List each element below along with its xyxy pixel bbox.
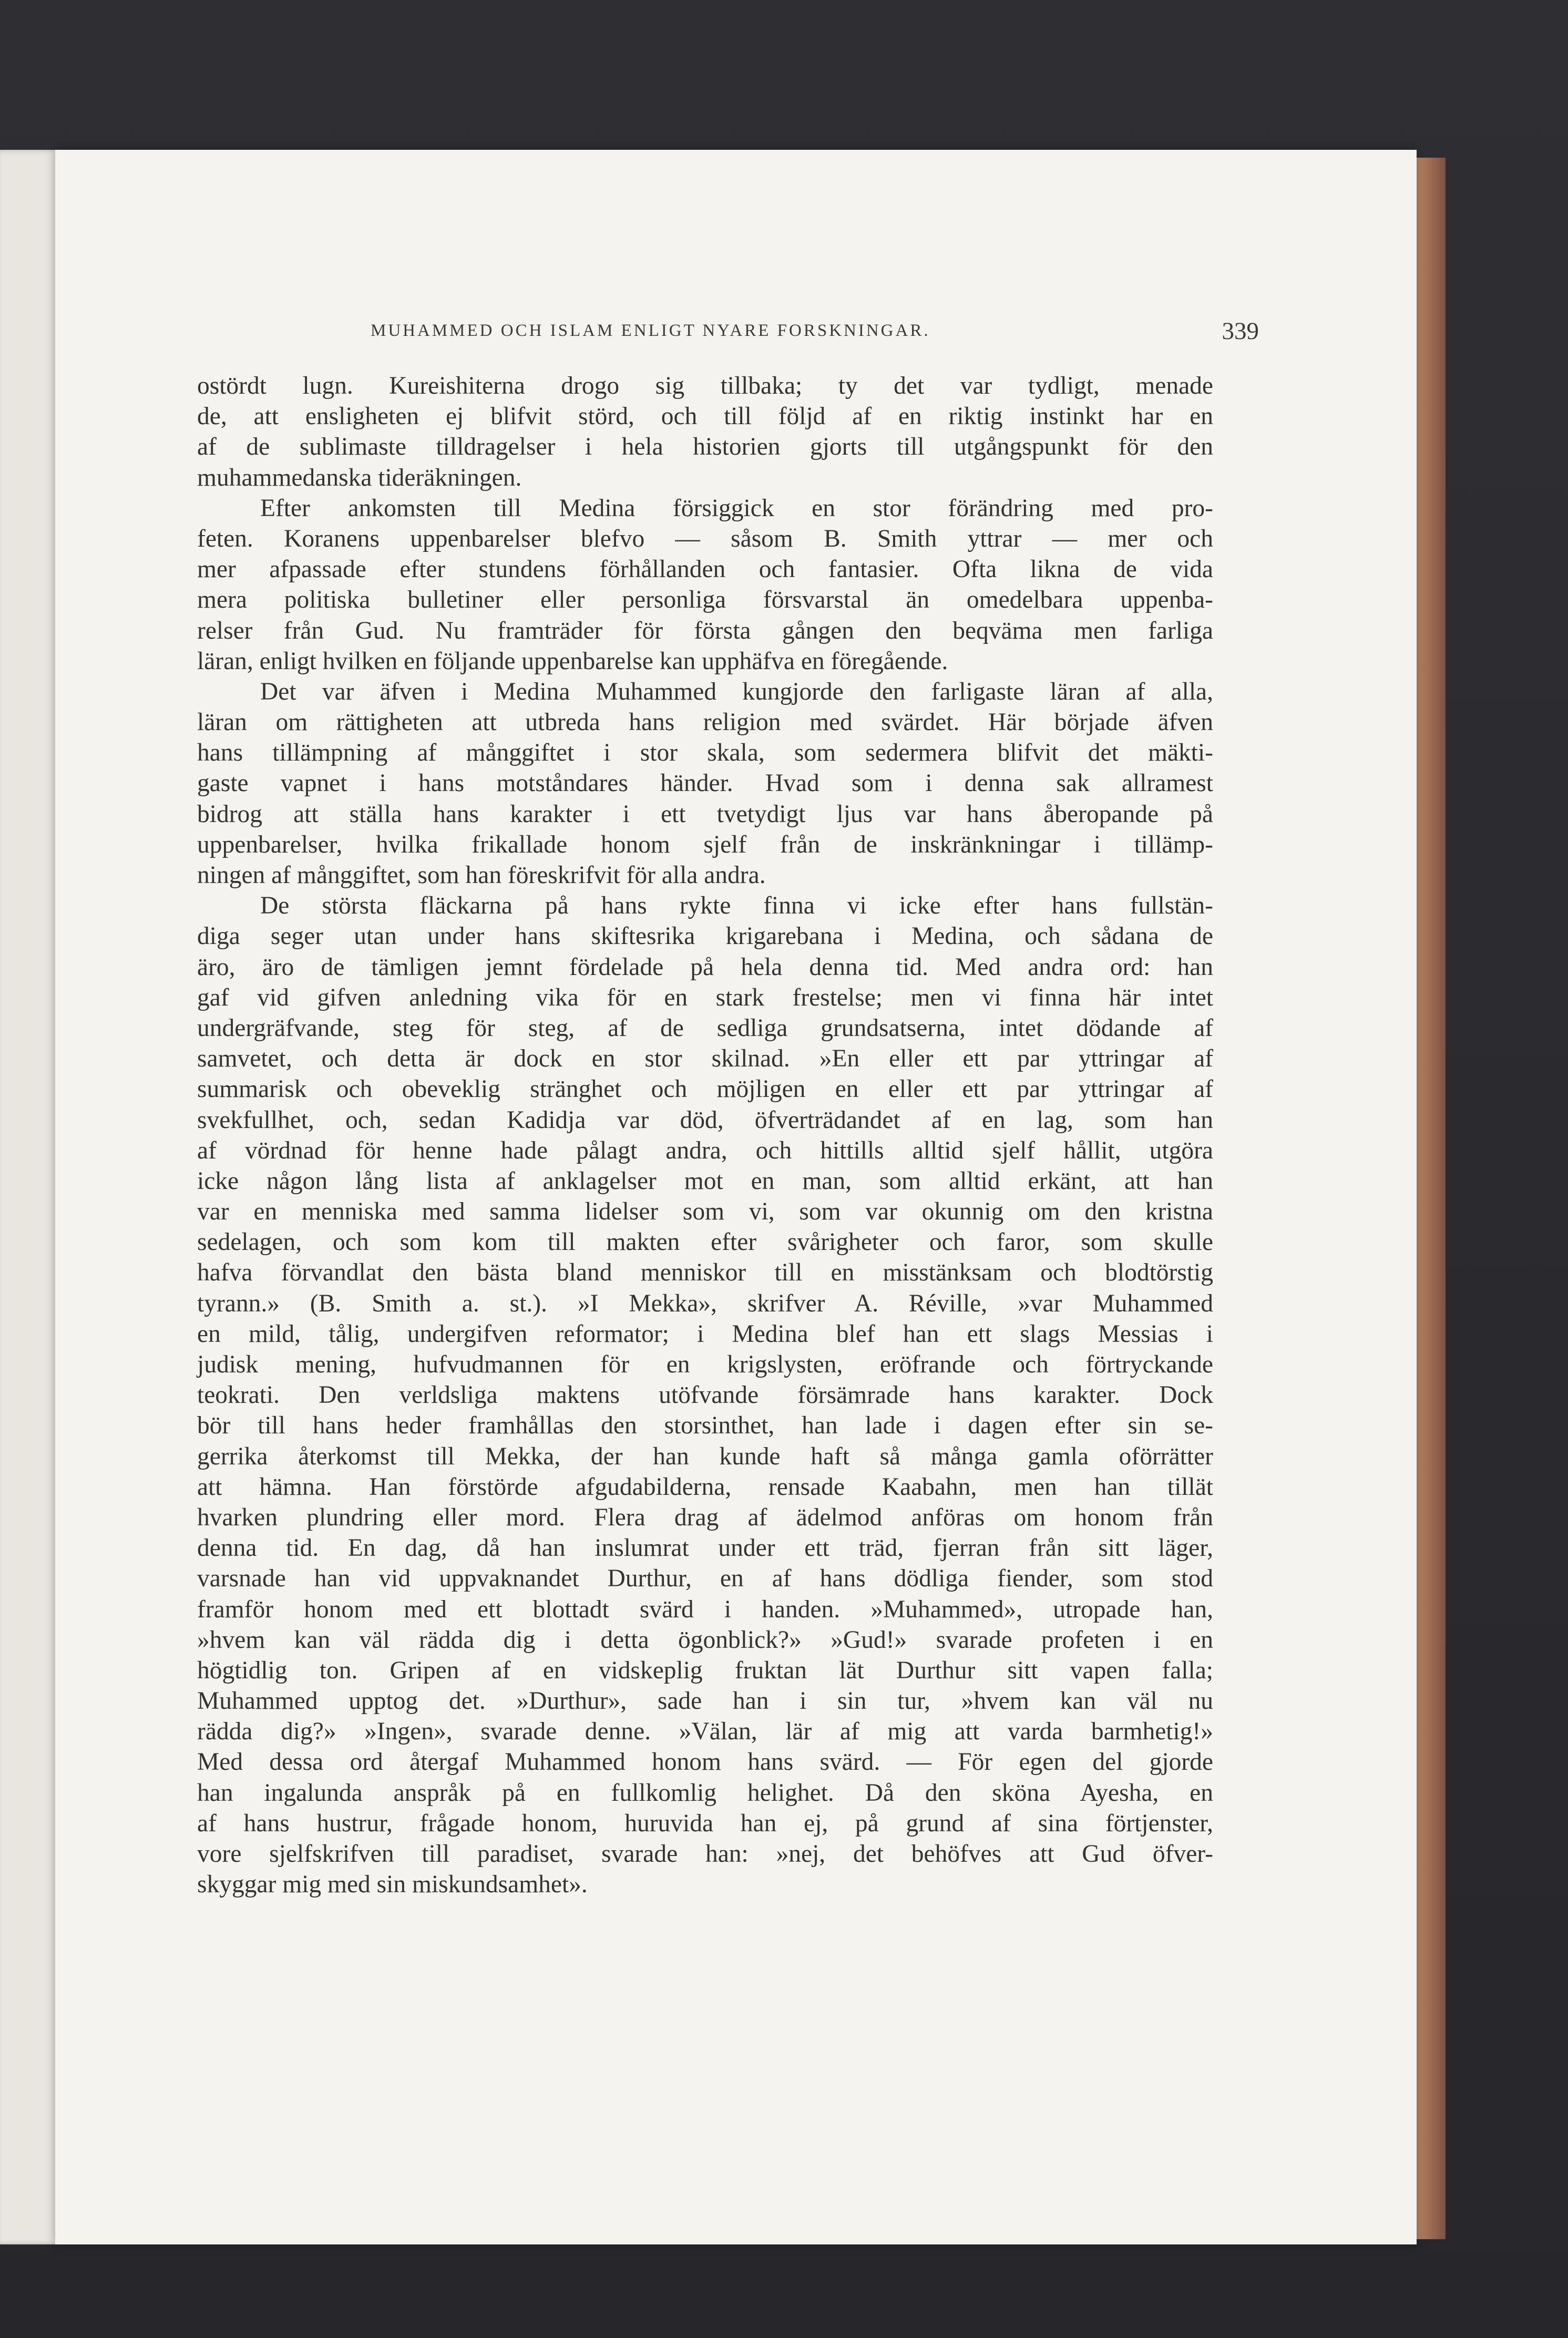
text-line: samvetet, och detta är dock en stor skilnad. »En eller ett par yttringar af — [197, 1045, 1213, 1073]
text-line: mer afpassade efter stundens förhållanden och fantasier. Ofta likna de vida — [197, 556, 1213, 583]
text-line: af hans hustrur, frågade honom, huruvida han ej, på grund af sina förtjenster, — [197, 1809, 1213, 1837]
book-page — [55, 150, 1417, 2244]
text-line: De största fläckarna på hans rykte finna vi icke efter hans fullstän- — [260, 892, 1213, 920]
text-line: »hvem kan väl rädda dig i detta ögonblick?» »Gud!» svarade profeten i en — [197, 1626, 1213, 1654]
text-line: ostördt lugn. Kureishiterna drogo sig tillbaka; ty det var tydligt, menade — [197, 372, 1213, 399]
text-line: relser från Gud. Nu framträder för första gången den beqväma men farliga — [197, 617, 1213, 644]
page-header — [371, 317, 1259, 354]
text-line: vore sjelfskrifven till paradiset, svarade han: »nej, det behöfves att Gud öfver- — [197, 1840, 1213, 1868]
text-line: äro, äro de tämligen jemnt fördelade på hela denna tid. Med andra ord: han — [197, 953, 1213, 981]
text-line: skyggar mig med sin miskundsamhet». — [197, 1871, 588, 1899]
text-line: hans tillämpning af månggiftet i stor skala, som sedermera blifvit det mäkti- — [197, 739, 1213, 767]
text-line: läran, enligt hvilken en följande uppenbarelse kan upphäfva en föregående. — [197, 647, 948, 675]
text-line: han ingalunda anspråk på en fullkomlig helighet. Då den sköna Ayesha, en — [197, 1779, 1213, 1807]
text-line: Efter ankomsten till Medina försiggick en stor förändring med pro- — [260, 494, 1213, 522]
text-line: rädda dig?» »Ingen», svarade denne. »Välan, lär af mig att varda barmhetig!» — [197, 1718, 1213, 1746]
text-line: icke någon lång lista af anklagelser mot en man, som alltid erkänt, att han — [197, 1167, 1213, 1195]
text-line: Muhammed upptog det. »Durthur», sade han i sin tur, »hvem kan väl nu — [197, 1687, 1213, 1715]
text-line: ningen af månggiftet, som han föreskrifvit för alla andra. — [197, 862, 766, 889]
text-line: denna tid. En dag, då han inslumrat under ett träd, fjerran från sitt läger, — [197, 1534, 1213, 1562]
text-line: läran om rättigheten att utbreda hans religion med svärdet. Här började äfven — [197, 709, 1213, 736]
text-line: diga seger utan under hans skiftesrika krigarebana i Medina, och sådana de — [197, 922, 1213, 950]
text-line: bör till hans heder framhållas den storsinthet, han lade i dagen efter sin se- — [197, 1412, 1213, 1440]
text-line: judisk mening, hufvudmannen för en krigslysten, eröfrande och förtryckande — [197, 1351, 1213, 1378]
text-line: högtidlig ton. Gripen af en vidskeplig fruktan lät Durthur sitt vapen falla; — [197, 1656, 1213, 1684]
text-line: gaf vid gifven anledning vika för en stark frestelse; men vi finna här intet — [197, 983, 1213, 1011]
text-line: bidrog att ställa hans karakter i ett tvetydigt ljus var hans åberopande på — [197, 800, 1213, 828]
text-line: tyrann.» (B. Smith a. st.). »I Mekka», skrifver A. Réville, »var Muhammed — [197, 1289, 1213, 1317]
body-text — [197, 371, 1213, 1900]
text-line: teokrati. Den verldsliga maktens utöfvande försämrade hans karakter. Dock — [197, 1381, 1213, 1409]
text-line: svekfullhet, och, sedan Kadidja var död, öfverträdandet af en lag, som han — [197, 1106, 1213, 1134]
text-line: muhammedanska tideräkningen. — [197, 464, 522, 491]
text-line: framför honom med ett blottadt svärd i handen. »Muhammed», utropade han, — [197, 1595, 1213, 1623]
text-line: undergräfvande, steg för steg, af de sedliga grundsatserna, intet dödande af — [197, 1014, 1213, 1042]
text-line: hafva förvandlat den bästa bland menniskor till en misstänksam och blodtörstig — [197, 1259, 1213, 1287]
text-line: af de sublimaste tilldragelser i hela historien gjorts till utgångspunkt för den — [197, 433, 1213, 461]
paragraph — [197, 890, 1213, 1900]
paragraph — [197, 371, 1213, 493]
paragraph — [197, 676, 1213, 890]
text-line: Det var äfven i Medina Muhammed kungjorde den farligaste läran af alla, — [260, 678, 1213, 705]
running-title: MUHAMMED OCH ISLAM ENLIGT NYARE FORSKNINGAR. — [371, 321, 930, 340]
text-line: var en menniska med samma lidelser som vi, som var okunnig om den kristna — [197, 1198, 1213, 1226]
text-line: af vördnad för henne hade pålagt andra, och hittills alltid sjelf hållit, utgöra — [197, 1136, 1213, 1164]
text-line: gerrika återkomst till Mekka, der han kunde haft så många gamla oförrätter — [197, 1442, 1213, 1470]
page-number: 339 — [1222, 317, 1259, 345]
text-line: sedelagen, och som kom till makten efter svårigheter och faror, som skulle — [197, 1228, 1213, 1256]
text-line: att hämna. Han förstörde afgudabilderna, rensade Kaabahn, men han tillät — [197, 1473, 1213, 1501]
text-line: varsnade han vid uppvaknandet Durthur, en af hans dödliga fiender, som stod — [197, 1565, 1213, 1593]
paragraph — [197, 493, 1213, 676]
text-line: uppenbarelser, hvilka frikallade honom sjelf från de inskränkningar i tillämp- — [197, 830, 1213, 858]
text-line: Med dessa ord återgaf Muhammed honom hans svärd. — För egen del gjorde — [197, 1748, 1213, 1776]
text-line: en mild, tålig, undergifven reformator; i Medina blef han ett slags Messias i — [197, 1320, 1213, 1348]
text-line: feten. Koranens uppenbarelser blefvo — såsom B. Smith yttrar — mer och — [197, 525, 1213, 552]
text-line: summarisk och obeveklig stränghet och möjligen en eller ett par yttringar af — [197, 1075, 1213, 1103]
text-line: mera politiska bulletiner eller personliga försvarstal än omedelbara uppenba- — [197, 586, 1213, 614]
text-line: gaste vapnet i hans motståndares händer. Hvad som i denna sak allramest — [197, 770, 1213, 797]
text-line: hvarken plundring eller mord. Flera drag af ädelmod anföras om honom från — [197, 1503, 1213, 1531]
text-line: de, att ensligheten ej blifvit störd, och till följd af en riktig instinkt har en — [197, 403, 1213, 430]
